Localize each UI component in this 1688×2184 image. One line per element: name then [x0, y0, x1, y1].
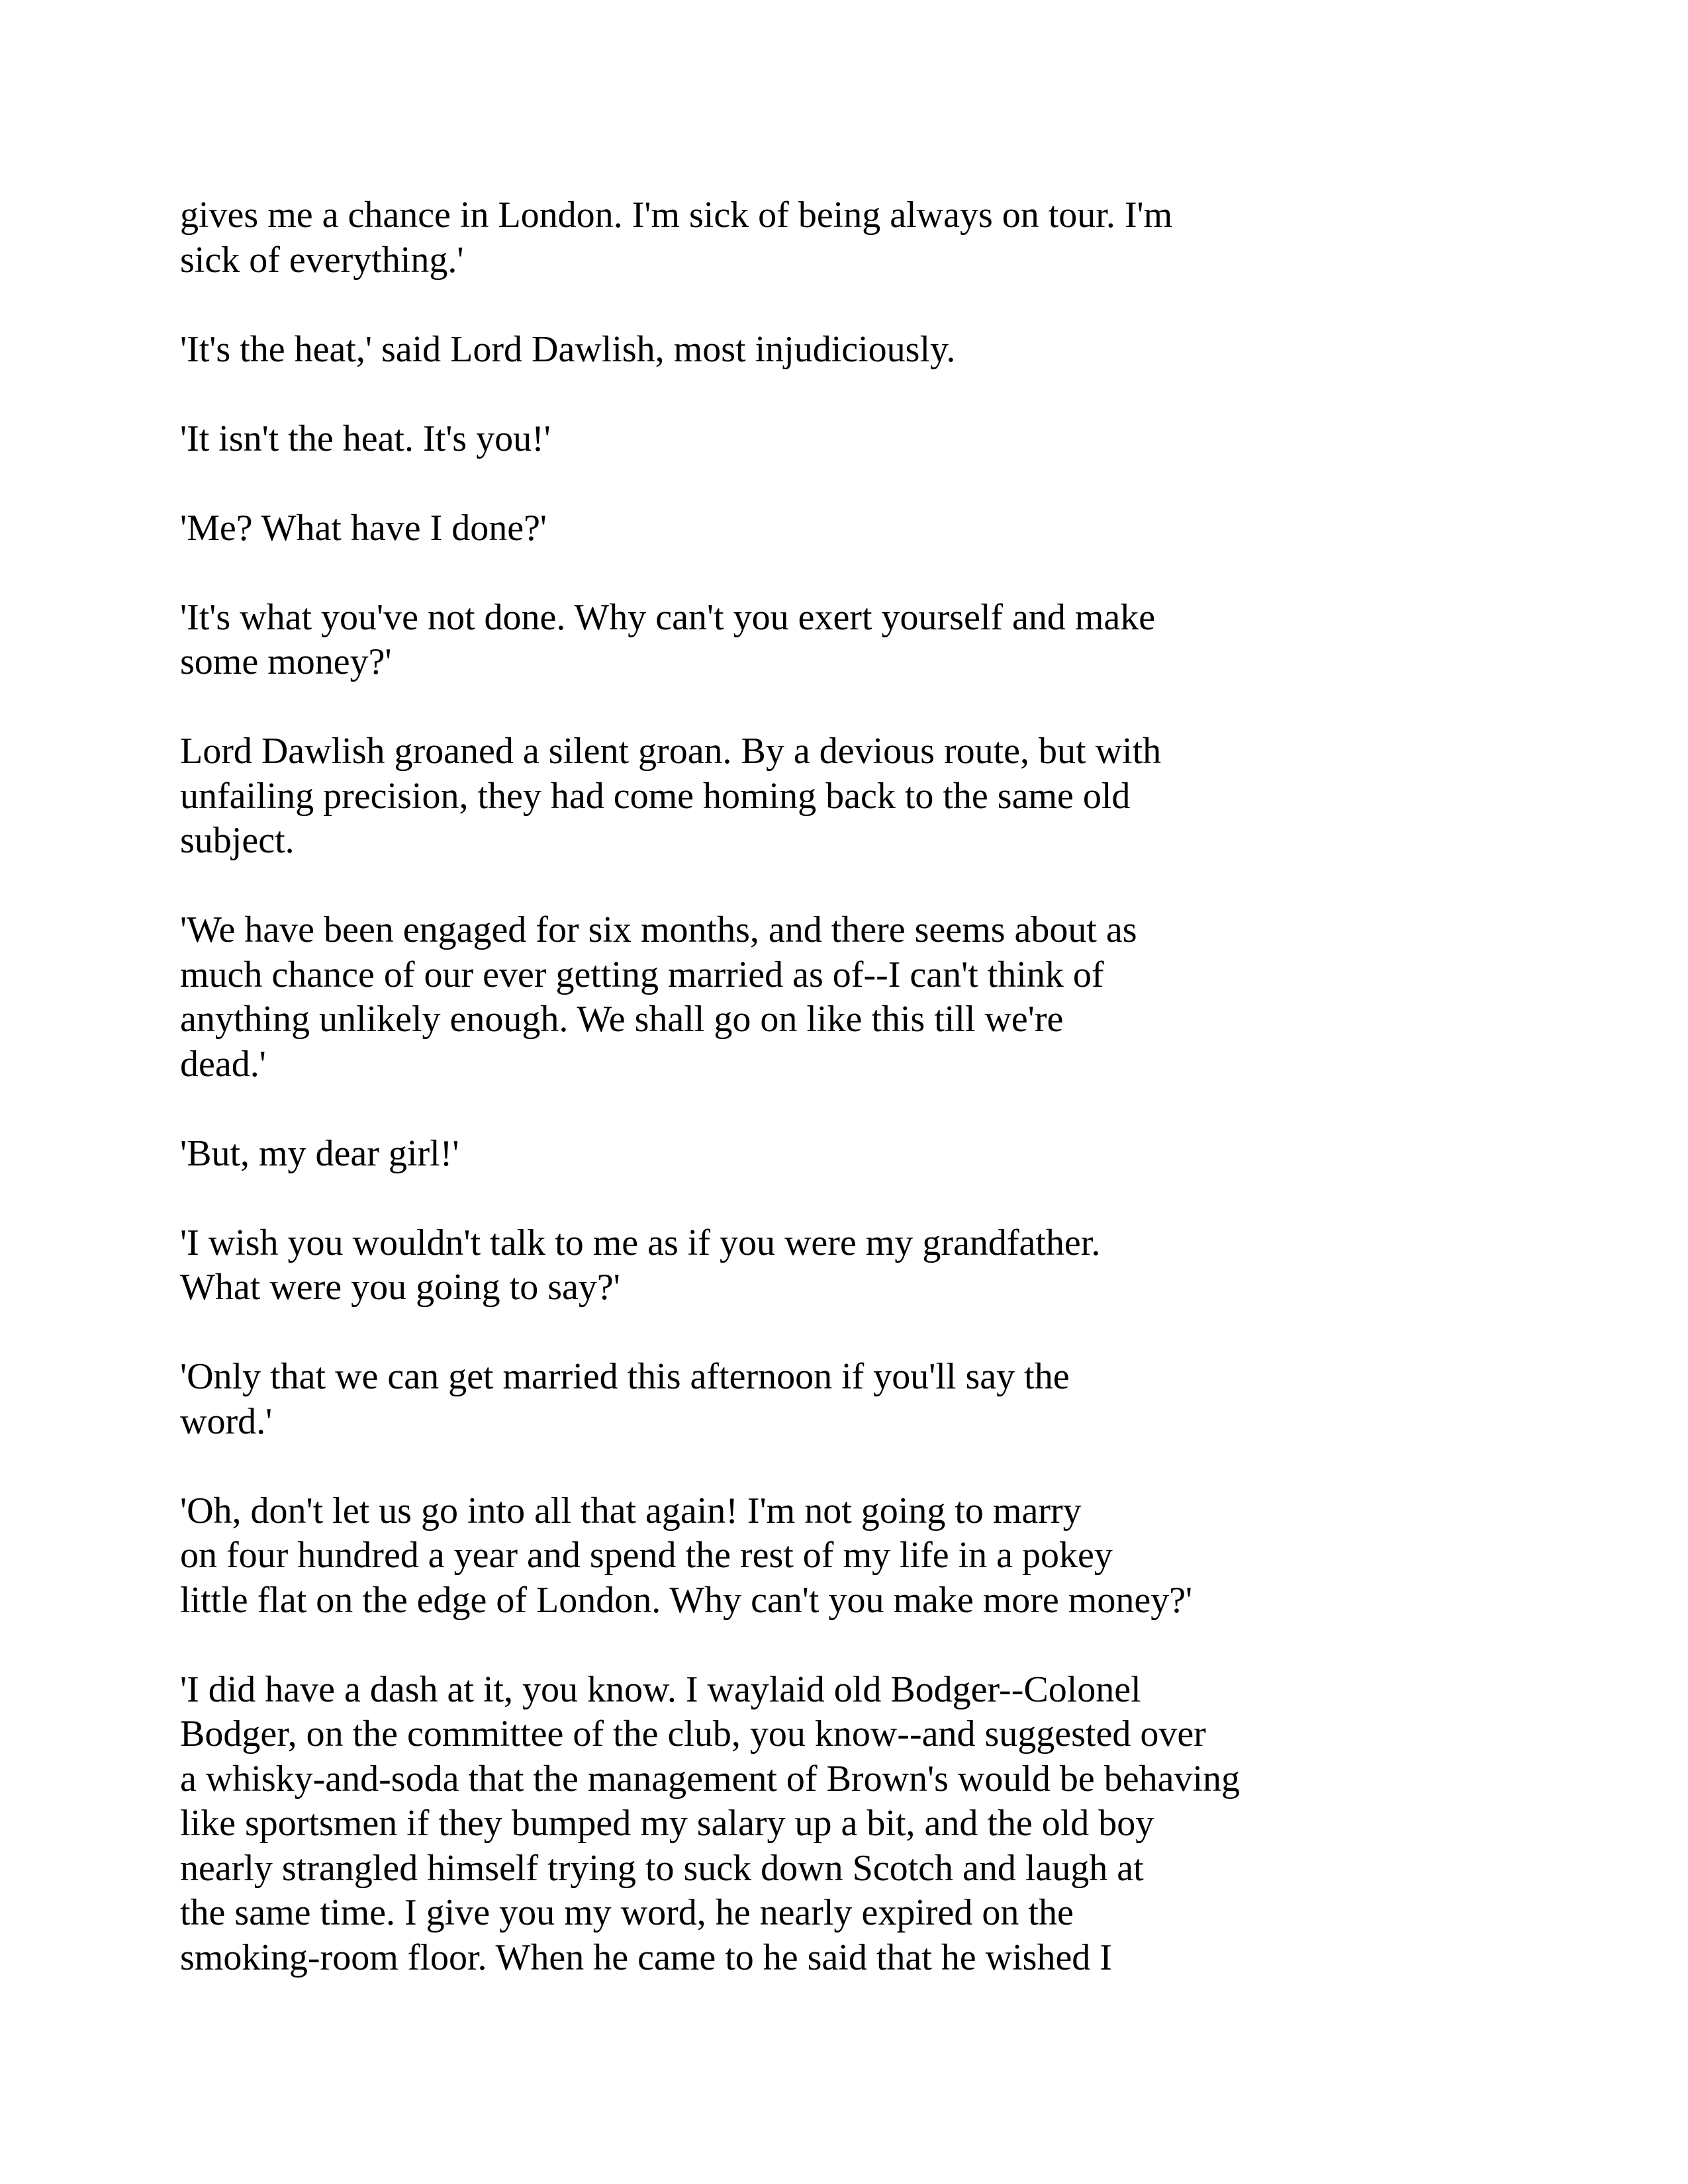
text-line: much chance of our ever getting married as of--I can't think of	[180, 954, 1104, 995]
paragraph	[180, 596, 1530, 685]
text-line: subject.	[180, 820, 295, 861]
text-line: nearly strangled himself trying to suck down Scotch and laugh at	[180, 1847, 1144, 1889]
text-line: 'We have been engaged for six months, and there seems about as	[180, 909, 1137, 950]
text-line: 'I wish you wouldn't talk to me as if you were my grandfather.	[180, 1222, 1101, 1263]
text-line: smoking-room floor. When he came to he said that he wished I	[180, 1936, 1112, 1978]
text-line: 'I did have a dash at it, you know. I waylaid old Bodger--Colonel	[180, 1668, 1141, 1710]
text-line: 'Me? What have I done?'	[180, 507, 547, 549]
paragraph	[180, 1668, 1530, 1981]
text-line: 'But, my dear girl!'	[180, 1132, 459, 1174]
text-line: 'It's what you've not done. Why can't you exert yourself and make	[180, 596, 1156, 638]
paragraph	[180, 1132, 1530, 1177]
text-line: the same time. I give you my word, he nearly expired on the	[180, 1892, 1074, 1933]
text-line: little flat on the edge of London. Why can't you make more money?'	[180, 1579, 1193, 1621]
paragraph	[180, 908, 1530, 1087]
paragraph	[180, 1489, 1530, 1623]
text-line: sick of everything.'	[180, 239, 464, 281]
text-line: like sportsmen if they bumped my salary up a bit, and the old boy	[180, 1803, 1154, 1844]
paragraph	[180, 729, 1530, 864]
text-line: 'It's the heat,' said Lord Dawlish, most injudiciously.	[180, 328, 956, 370]
text-line: 'Oh, don't let us go into all that again! I'm not going to marry	[180, 1490, 1082, 1531]
text-line: on four hundred a year and spend the rest of my life in a pokey	[180, 1535, 1113, 1576]
text-line: gives me a chance in London. I'm sick of being always on tour. I'm	[180, 195, 1173, 236]
text-line: unfailing precision, they had come homing back to the same old	[180, 775, 1131, 817]
text-line: word.'	[180, 1400, 273, 1442]
text-line: a whisky-and-soda that the management of Brown's would be behaving	[180, 1758, 1241, 1799]
paragraph	[180, 193, 1530, 283]
text-line: Bodger, on the committee of the club, you know--and suggested over	[180, 1713, 1206, 1754]
paragraph	[180, 417, 1530, 462]
paragraph	[180, 1221, 1530, 1310]
body-text	[180, 193, 1530, 2025]
paragraph	[180, 506, 1530, 551]
text-line: anything unlikely enough. We shall go on like this till we're	[180, 999, 1064, 1040]
text-line: Lord Dawlish groaned a silent groan. By a devious route, but with	[180, 731, 1162, 772]
paragraph	[180, 328, 1530, 373]
paragraph	[180, 1355, 1530, 1444]
text-line: some money?'	[180, 641, 392, 682]
text-line: dead.'	[180, 1043, 266, 1085]
text-line: 'Only that we can get married this afternoon if you'll say the	[180, 1356, 1070, 1397]
text-line: What were you going to say?'	[180, 1267, 620, 1308]
text-line: 'It isn't the heat. It's you!'	[180, 418, 551, 459]
